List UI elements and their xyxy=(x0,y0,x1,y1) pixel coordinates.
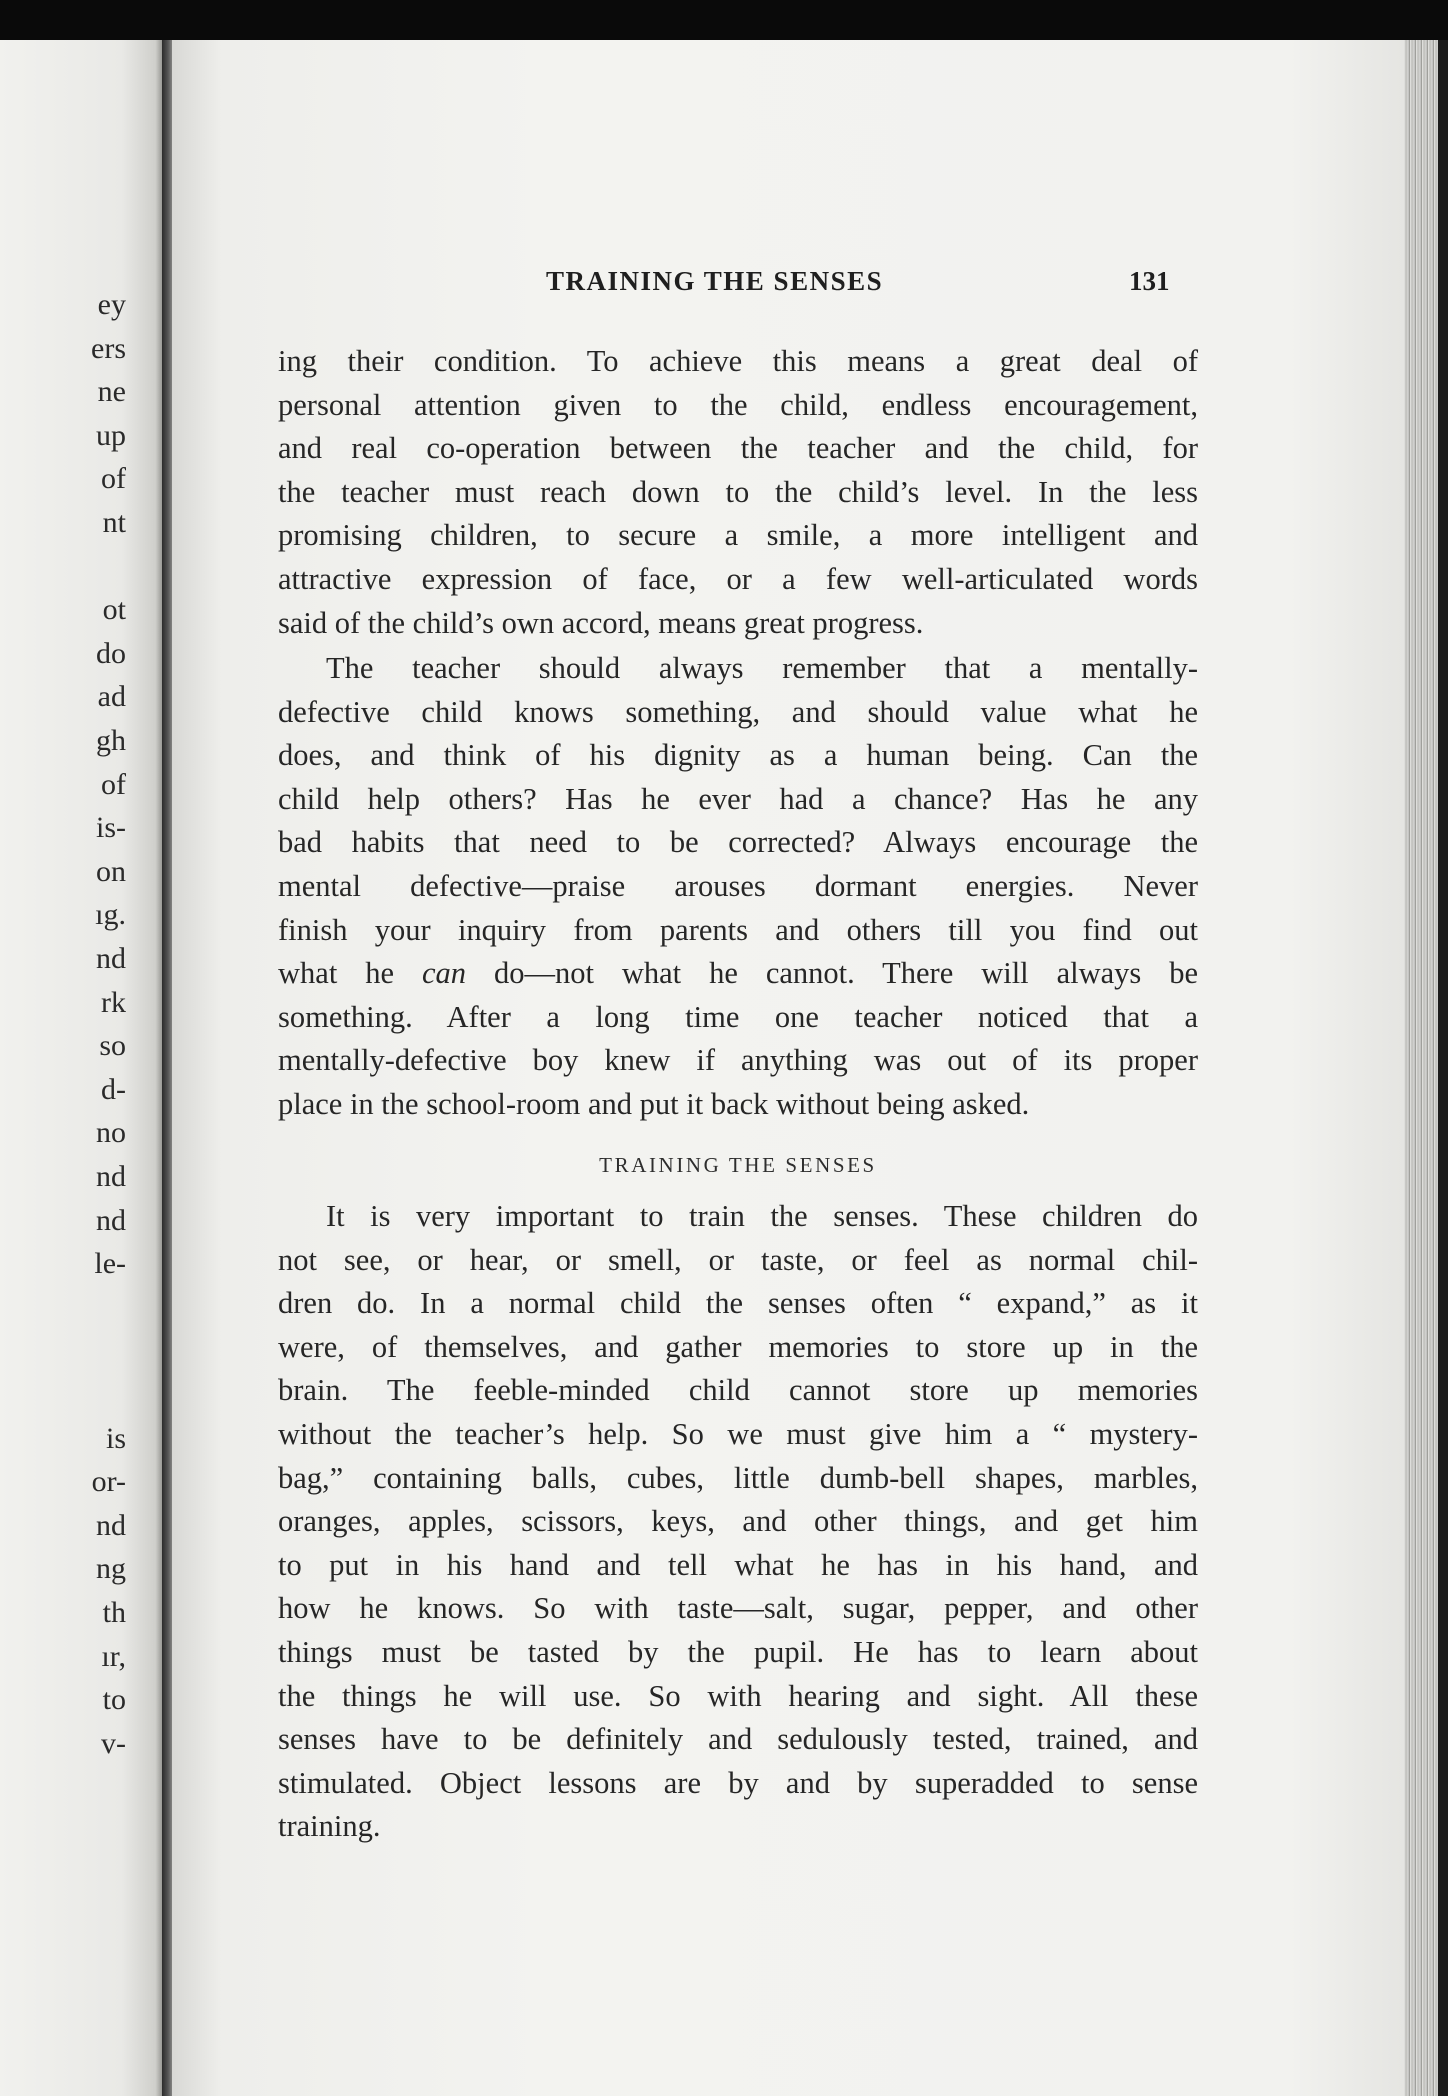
left-page-text-fragment: nd xyxy=(96,1203,126,1237)
text-line: does, and think of his dignity as a human being. Can the xyxy=(278,738,1198,773)
text-line: were, of themselves, and gather memories to store up in the xyxy=(278,1329,1198,1364)
text-line: promising children, to secure a smile, a more intelligent and xyxy=(278,518,1198,553)
text-line: finish your inquiry from parents and others till you find out xyxy=(278,912,1198,947)
text-line: and real co-operation between the teacher and the child, for xyxy=(278,431,1198,466)
text-line: the teacher must reach down to the child’s level. In the less xyxy=(278,474,1198,509)
text-line: brain. The feeble-minded child cannot store up memories xyxy=(278,1373,1198,1408)
text-line: place in the school-room and put it back without being asked. xyxy=(278,1086,1030,1121)
left-page-text-fragment: nd xyxy=(96,1160,126,1193)
text-line: defective child knows something, and should value what he xyxy=(278,694,1198,729)
text-line: oranges, apples, scissors, keys, and other things, and get him xyxy=(278,1504,1198,1539)
left-page-text-fragment: d- xyxy=(101,1072,126,1106)
left-page-text-fragment: ey xyxy=(97,288,126,321)
text-line: personal attention given to the child, endless encouragement, xyxy=(278,387,1198,422)
text-line: dren do. In a normal child the senses often “ expand,” as it xyxy=(278,1286,1198,1321)
left-page-text-fragment: nd xyxy=(96,942,126,975)
book-page xyxy=(172,40,1412,2096)
text-line: training. xyxy=(278,1809,381,1844)
text-line: to put in his hand and tell what he has in his hand, and xyxy=(278,1547,1198,1582)
text-line: said of the child’s own accord, means great progress. xyxy=(278,605,924,640)
text-line: what he can do—not what he cannot. There will always be xyxy=(278,956,1199,991)
left-page-text-fragment: ır, xyxy=(101,1639,126,1673)
left-page-text-fragment: v- xyxy=(101,1726,126,1760)
text-line: child help others? Has he ever had a chance? Has he any xyxy=(278,781,1198,816)
left-page-text-fragment: or- xyxy=(91,1465,126,1499)
text-line: ing their condition. To achieve this means a great deal of xyxy=(278,344,1198,378)
text-line: senses have to be definitely and sedulously tested, trained, and xyxy=(278,1722,1198,1757)
left-page-text-fragment: ad xyxy=(97,680,126,714)
left-page-text-fragment: ng xyxy=(96,1552,126,1586)
text-line: It is very important to train the senses. These children do xyxy=(326,1199,1198,1233)
left-page-text-fragment: nt xyxy=(102,506,126,539)
running-head xyxy=(172,266,1412,306)
left-page-text-fragment: is xyxy=(105,1421,126,1455)
running-head-title: TRAINING THE SENSES xyxy=(546,266,884,296)
page-edge-shadow xyxy=(1438,40,1448,2096)
scan-top-border xyxy=(0,0,1448,40)
left-page-text-fragment: nd xyxy=(96,1508,126,1542)
left-page-text-fragment: is- xyxy=(96,811,126,845)
text-line: attractive expression of face, or a few well-articulated words xyxy=(278,561,1198,596)
left-page-text-fragment: ne xyxy=(97,375,126,409)
left-page-text-fragment: rk xyxy=(101,985,126,1019)
text-line: bad habits that need to be corrected? Always encourage the xyxy=(278,825,1198,860)
text-line: without the teacher’s help. So we must give him a “ mystery- xyxy=(278,1416,1198,1451)
left-page-text-fragment: ers xyxy=(91,331,126,365)
left-page-text-fragment: ot xyxy=(102,593,126,627)
text-line: something. After a long time one teacher noticed that a xyxy=(278,999,1198,1034)
left-page-text-fragment: ıg. xyxy=(95,898,126,932)
section-heading: TRAINING THE SENSES xyxy=(599,1153,877,1177)
paragraph-1 xyxy=(278,340,1198,645)
left-page-text-fragment: gh xyxy=(96,724,126,757)
previous-page-fragment xyxy=(0,40,162,2096)
left-page-text-fragment: to xyxy=(102,1683,126,1717)
paragraph-2 xyxy=(278,647,1198,1127)
text-line: mentally-defective boy knew if anything was out of its proper xyxy=(278,1043,1198,1078)
left-page-text-fragment: do xyxy=(96,636,126,670)
left-page-text-fragment: on xyxy=(96,854,126,888)
left-page-text-fragment: le- xyxy=(94,1247,126,1281)
text-line: bag,” containing balls, cubes, little dumb-bell shapes, marbles, xyxy=(278,1460,1198,1495)
section-paragraph xyxy=(278,1195,1198,1849)
left-page-text-fragment: up xyxy=(96,418,126,452)
left-page-text-fragment: so xyxy=(99,1029,126,1063)
text-line: stimulated. Object lessons are by and by superadded to sense xyxy=(278,1765,1198,1800)
text-line: how he knows. So with taste—salt, sugar, pepper, and other xyxy=(278,1591,1198,1626)
left-page-text-fragment: of xyxy=(101,462,126,496)
text-line: things must be tasted by the pupil. He has to learn about xyxy=(278,1634,1198,1669)
text-line: The teacher should always remember that a mentally- xyxy=(326,651,1198,685)
page-number: 131 xyxy=(1129,266,1170,296)
left-page-text-fragment: th xyxy=(102,1596,126,1629)
left-page-text-fragment: no xyxy=(96,1116,126,1150)
text-line: the things he will use. So with hearing and sight. All these xyxy=(278,1678,1198,1713)
text-line: not see, or hear, or smell, or taste, or feel as normal chil- xyxy=(278,1242,1198,1277)
left-page-text-fragment: of xyxy=(101,767,126,801)
text-line: mental defective—praise arouses dormant energies. Never xyxy=(278,868,1198,903)
